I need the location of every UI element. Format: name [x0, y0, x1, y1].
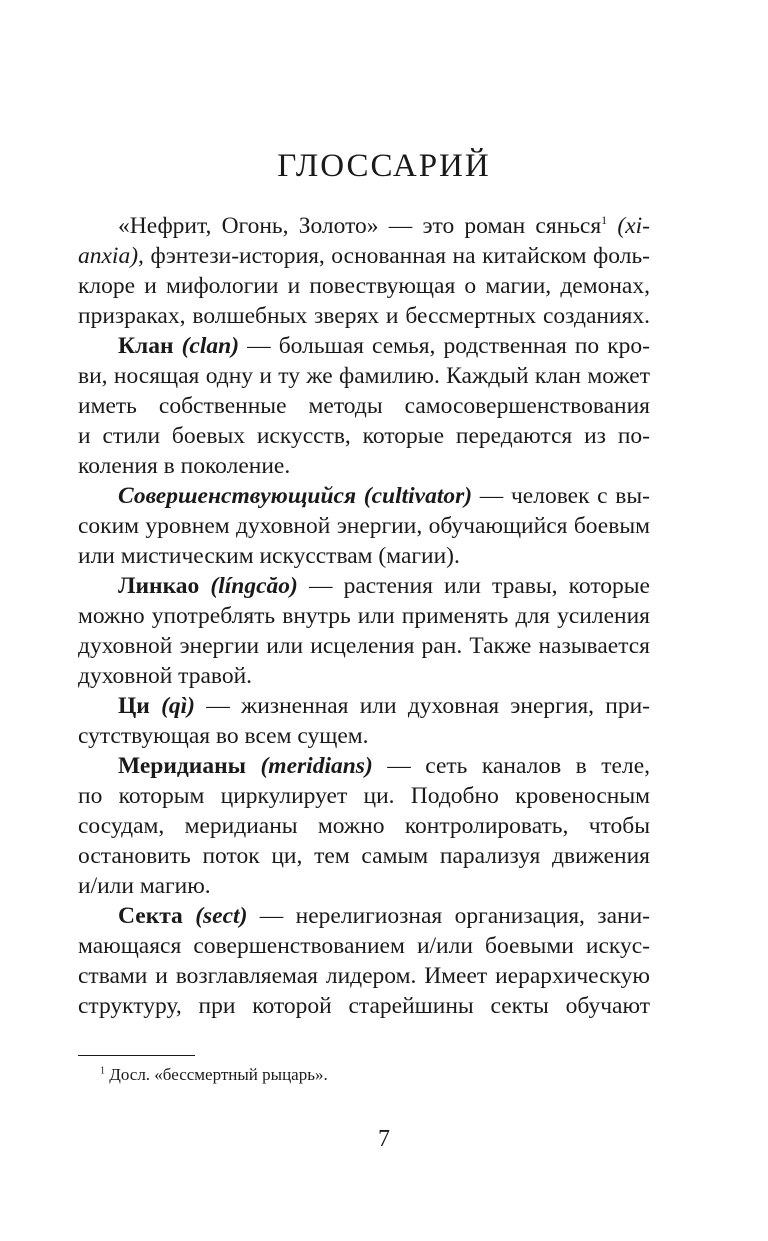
glossary-term-original: (meridians)	[260, 753, 373, 779]
text-span: «Нефрит, Огонь, Золото» — это роман сянься	[118, 213, 602, 239]
text-span: — сеть каналов в теле,	[372, 753, 650, 779]
text-line: или мистическим искусствам (магии).	[78, 543, 460, 569]
footnote-ref[interactable]: 1	[601, 213, 608, 228]
text-line: и стили боевых искусств, которые передаются из по-	[78, 423, 650, 449]
text-span: anxia),	[78, 243, 144, 269]
text-line: можно употреблять внутрь или применять для усиления	[78, 603, 650, 629]
text-span: — нерелигиозная организация, зани-	[247, 903, 650, 929]
text-line: мающаяся совершенствованием и/или боевыми искус-	[78, 933, 650, 959]
text-line: остановить поток ци, тем самым парализуя движения	[78, 843, 650, 869]
text-line	[78, 751, 650, 781]
glossary-term-original: (língcăo)	[210, 573, 298, 599]
glossary-term: Совершенствующийся (cultivator)	[118, 483, 473, 509]
footnote-divider	[78, 1055, 195, 1056]
text-line: ви, носящая одну и ту же фамилию. Каждый клан может	[78, 363, 650, 389]
glossary-term: Ци	[118, 693, 162, 719]
glossary-term-original: (clan)	[181, 333, 240, 359]
page-title: ГЛОССАРИЙ	[277, 148, 491, 184]
text-line	[78, 211, 650, 241]
text-line: иметь собственные методы самосовершенствования	[78, 393, 650, 419]
text-line	[78, 241, 650, 271]
glossary-term: Клан	[118, 333, 182, 359]
text-line	[78, 901, 650, 931]
text-line: сутствующая во всем сущем.	[78, 723, 369, 749]
text-line	[78, 331, 650, 361]
text-line	[78, 691, 650, 721]
footnote-text: Досл. «бессмертный рыцарь».	[105, 1065, 328, 1084]
text-line: структуру, при которой старейшины секты обучают	[78, 993, 650, 1019]
text-span: — жизненная или духовная энергия, при-	[195, 693, 650, 719]
text-line: ствами и возглавляемая лидером. Имеет иерархическую	[78, 963, 650, 989]
glossary-term-original: (qì)	[161, 693, 195, 719]
text-line: призраках, волшебных зверях и бессмертных созданиях.	[78, 303, 650, 329]
text-line	[78, 481, 650, 511]
glossary-term: Секта	[118, 903, 196, 929]
glossary-term: Линкао	[118, 573, 211, 599]
text-span: — человек с вы-	[472, 483, 650, 509]
text-line: по которым циркулирует ци. Подобно кровеносным	[78, 783, 650, 809]
text-span: — растения или травы, которые	[297, 573, 650, 599]
text-line: духовной энергии или исцеления ран. Также называется	[78, 633, 650, 659]
page-number: 7	[378, 1126, 390, 1152]
text-span: — большая семья, родственная по кро-	[239, 333, 650, 359]
text-line	[78, 571, 650, 601]
footnote-mark: 1	[100, 1065, 105, 1077]
text-line: клоре и мифологии и повествующая о магии, демонах,	[78, 273, 650, 299]
text-line: сосудам, меридианы можно контролировать, чтобы	[78, 813, 650, 839]
glossary-term: Меридианы	[118, 753, 261, 779]
text-line: духовной травой.	[78, 663, 253, 689]
text-span: фэнтези-история, основанная на китайском фоль-	[143, 243, 650, 269]
footnote	[100, 1064, 328, 1086]
glossary-term-original: (sect)	[195, 903, 248, 929]
text-line: коления в поколение.	[78, 453, 291, 479]
text-span: (xi-	[607, 213, 650, 239]
text-line: соким уровнем духовной энергии, обучающийся боевым	[78, 513, 650, 539]
text-line: и/или магию.	[78, 873, 211, 899]
